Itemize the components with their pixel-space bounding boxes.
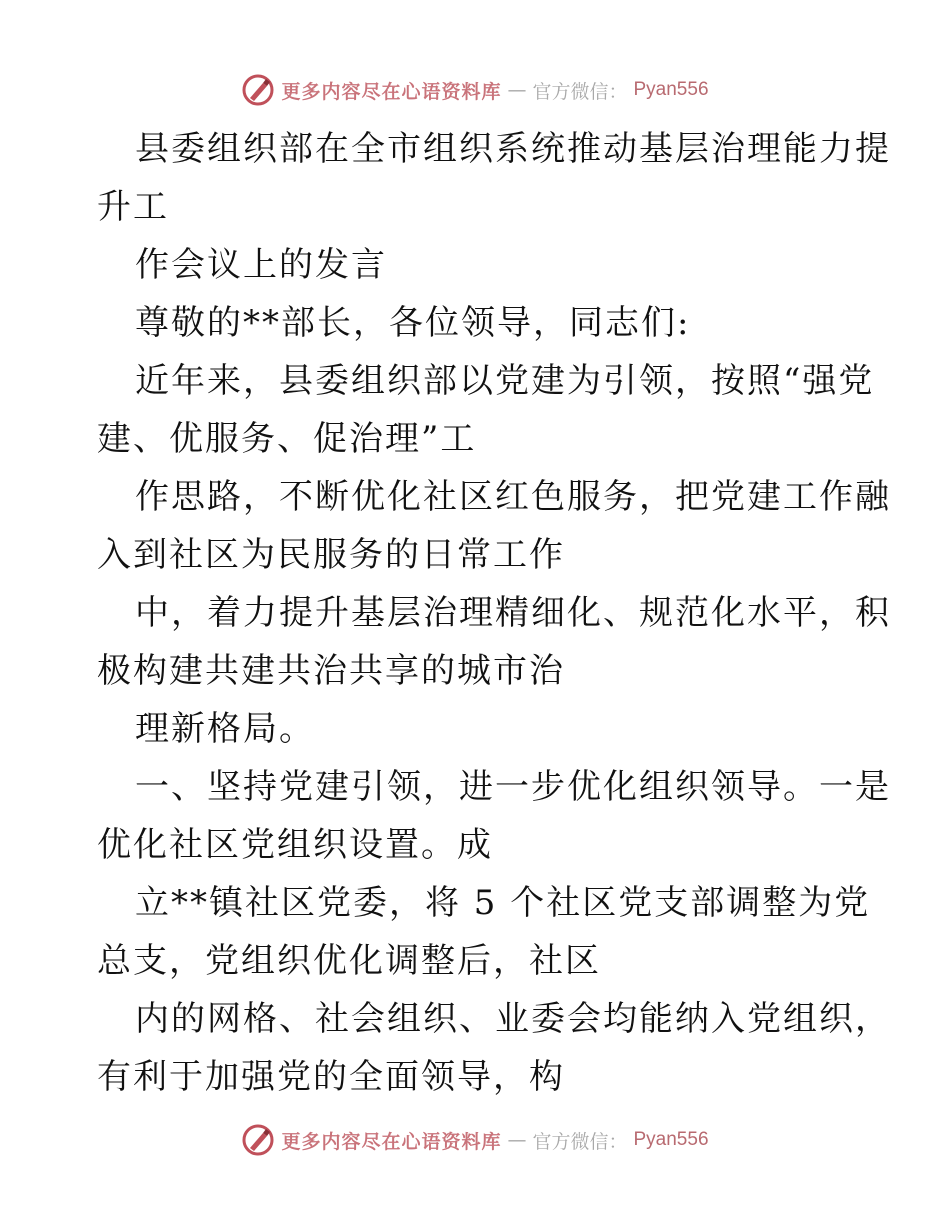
text-line: 作会议上的发言 <box>135 245 387 285</box>
text-line: 内的网格、社会组织、业委会均能纳入党组织， <box>135 999 891 1039</box>
watermark-separator: — <box>507 79 527 101</box>
text-line: 近年来，县委组织部以党建为引领，按照“强党 <box>135 361 875 401</box>
header-watermark <box>0 70 950 110</box>
text-line: 县委组织部在全市组织系统推动基层治理能力提 <box>135 129 891 169</box>
text-line: 建、优服务、促治理”工 <box>97 419 477 459</box>
text-line: 一、坚持党建引领，进一步优化组织领导。一是 <box>135 767 891 807</box>
document-body <box>97 120 891 1106</box>
text-line: 极构建共建共治共享的城市治 <box>97 651 565 691</box>
text-line: 尊敬的**部长，各位领导，同志们: <box>135 303 691 343</box>
watermark-text: 更多内容尽在心语资料库 <box>281 1130 502 1153</box>
text-line: 有利于加强党的全面领导，构 <box>97 1057 565 1097</box>
text-line: 升工 <box>97 187 169 227</box>
text-line: 作思路，不断优化社区红色服务，把党建工作融 <box>135 477 891 517</box>
text-line: 总支，党组织优化调整后，社区 <box>97 941 601 981</box>
text-line: 立**镇社区党委，将 5 个社区党支部调整为党 <box>135 883 871 923</box>
text-line: 优化社区党组织设置。成 <box>97 825 493 865</box>
pen-logo-icon <box>241 73 275 107</box>
footer-watermark <box>0 1120 950 1160</box>
text-line: 中，着力提升基层治理精细化、规范化水平，积 <box>135 593 891 633</box>
pen-logo-icon <box>241 1123 275 1157</box>
watermark-wechat-id: Pyan556 <box>633 79 709 100</box>
watermark-separator: — <box>507 1129 527 1151</box>
text-line: 理新格局。 <box>135 709 315 749</box>
text-line: 入到社区为民服务的日常工作 <box>97 535 565 575</box>
watermark-text: 更多内容尽在心语资料库 <box>281 80 502 103</box>
watermark-suffix: 官方微信： <box>532 1130 628 1153</box>
watermark-wechat-id: Pyan556 <box>633 1129 709 1150</box>
watermark-suffix: 官方微信： <box>532 80 628 103</box>
